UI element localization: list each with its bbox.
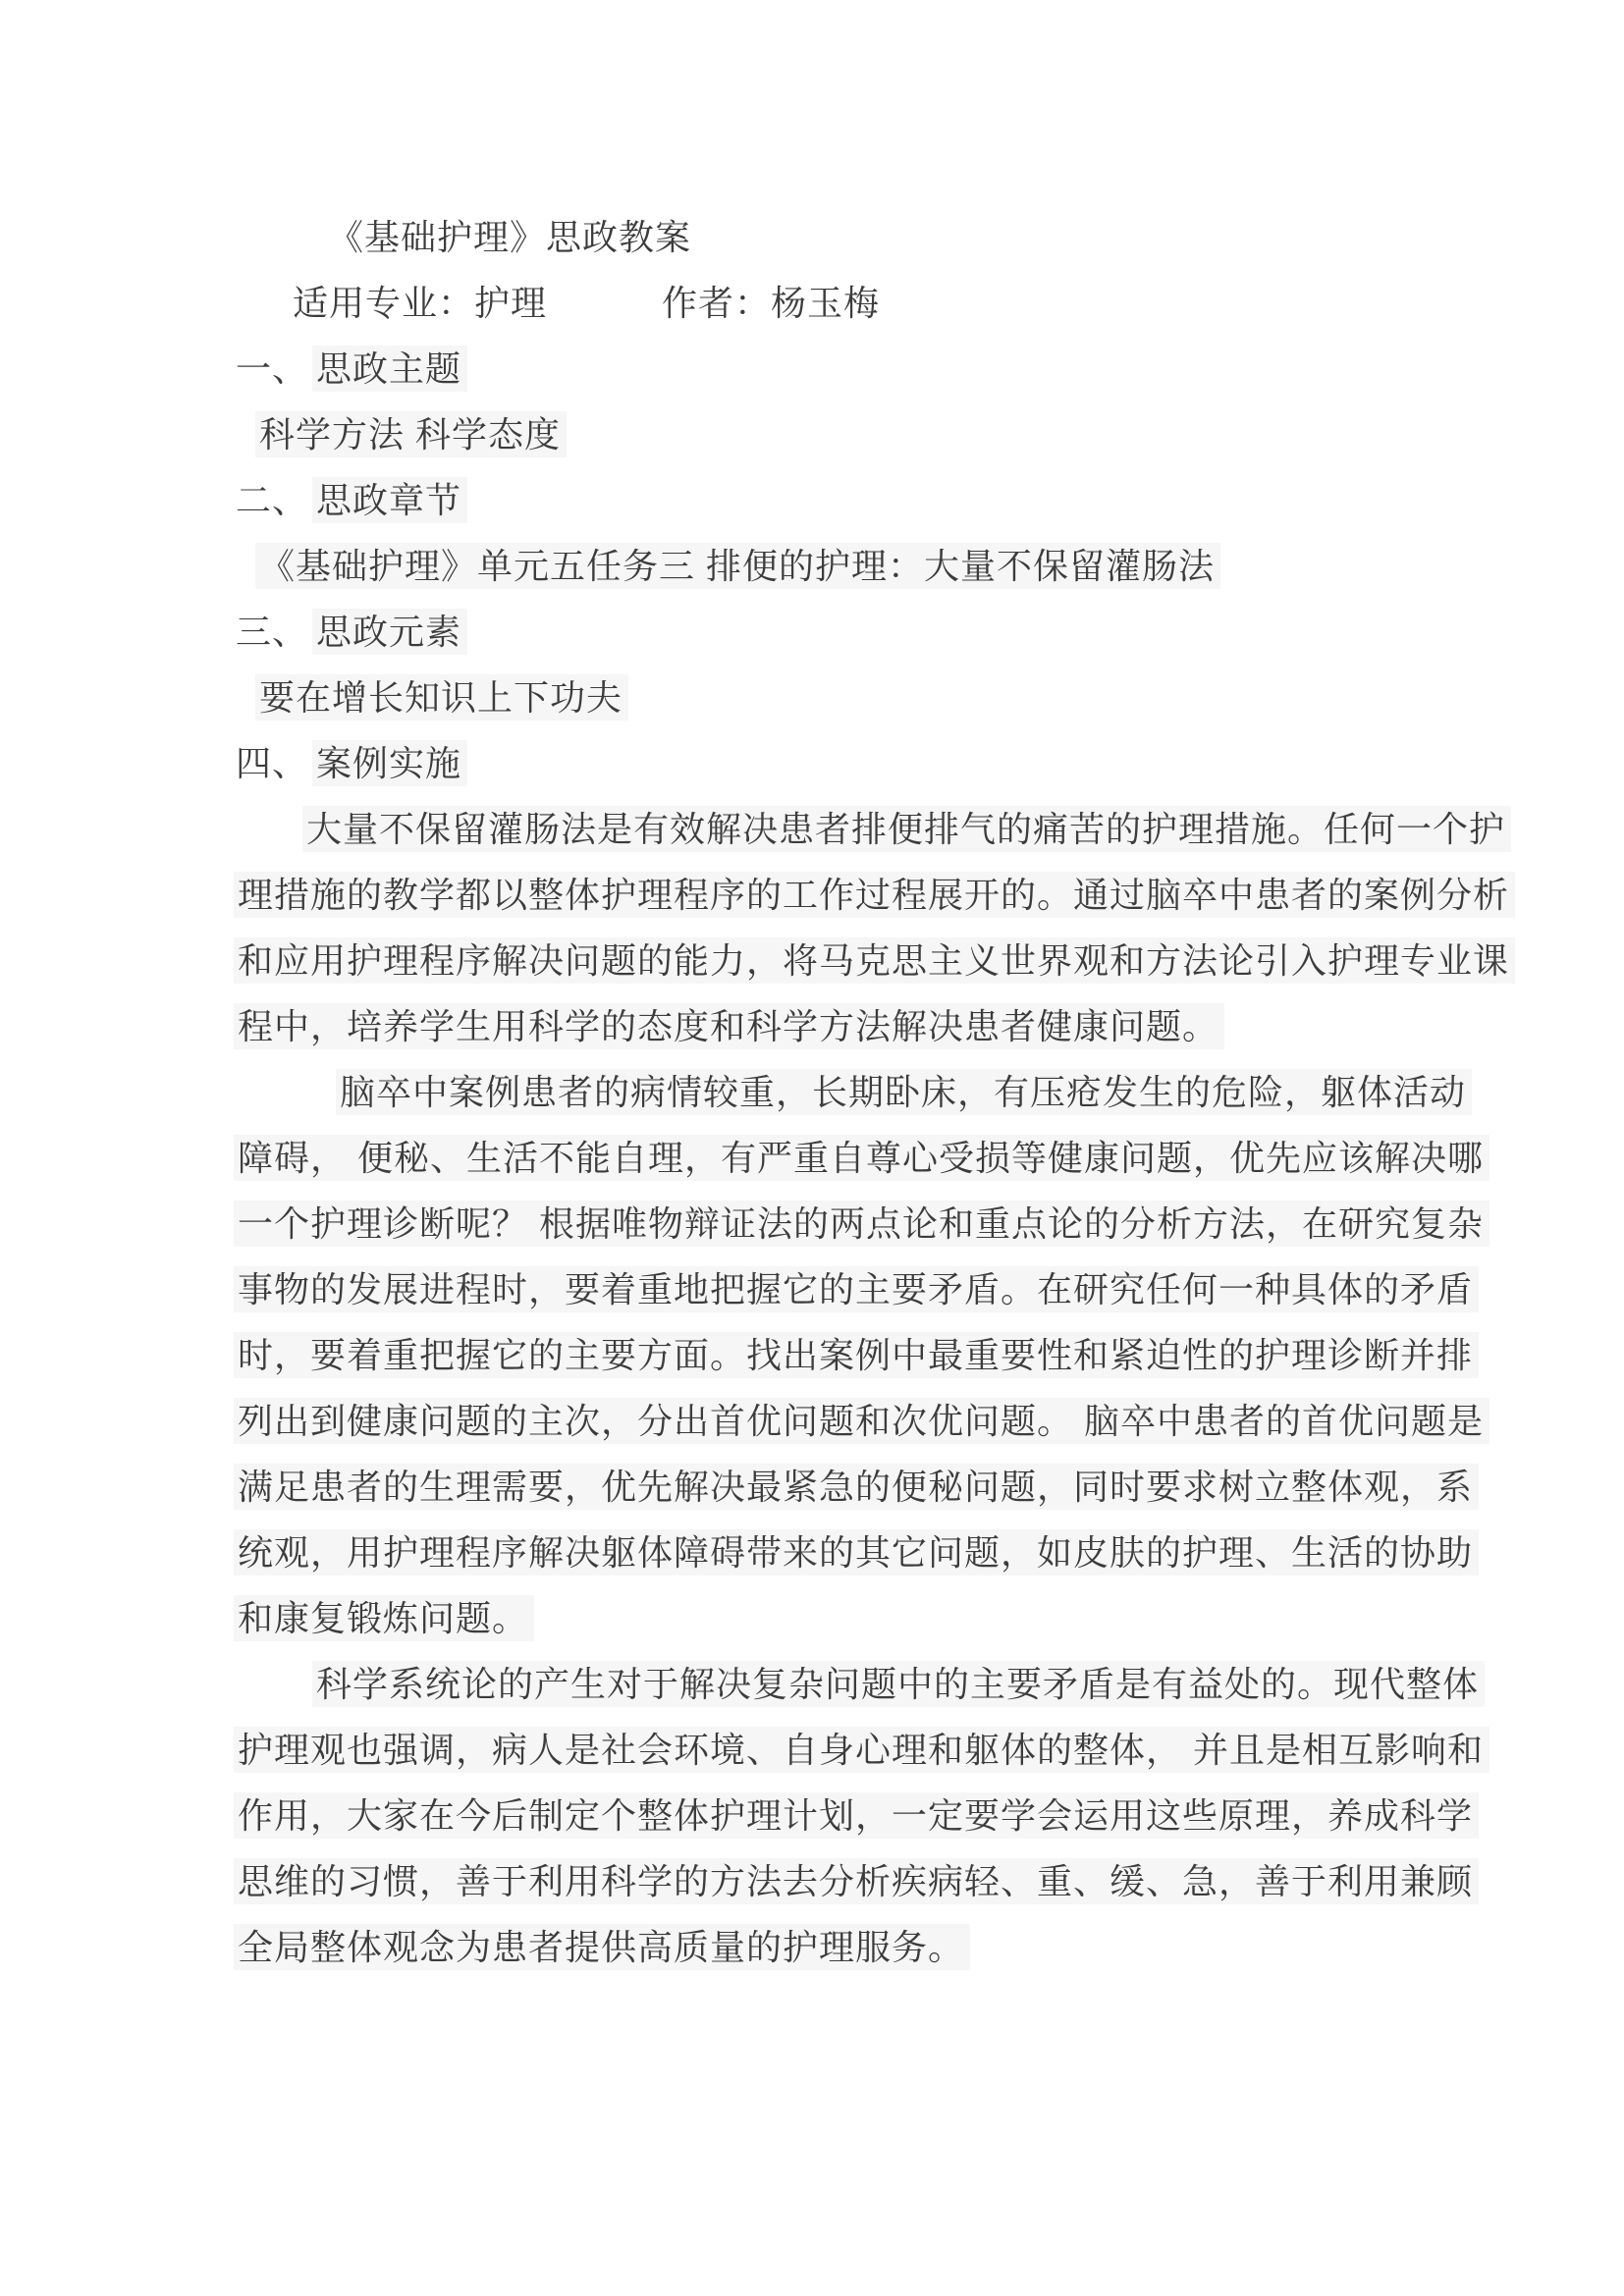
paragraph-line: 思维的习惯，善于利用科学的方法去分析疾病轻、重、缓、急，善于利用兼顾	[234, 1848, 1467, 1914]
author-label: 作者：杨玉梅	[662, 283, 881, 323]
paragraph-line: 脑卒中案例患者的病情较重，长期卧床，有压疮发生的危险，躯体活动	[234, 1059, 1467, 1125]
paragraph-line: 时，要着重把握它的主要方面。找出案例中最重要性和紧迫性的护理诊断并排	[234, 1322, 1467, 1388]
paragraph-line: 统观，用护理程序解决躯体障碍带来的其它问题，如皮肤的护理、生活的协助	[234, 1520, 1467, 1585]
section-heading-4	[234, 730, 1467, 796]
section-1-title: 思政主题	[312, 346, 467, 392]
section-4-number: 四、	[236, 743, 309, 783]
major-label: 适用专业：护理	[293, 283, 548, 323]
section-3-content: 要在增长知识上下功夫	[234, 665, 1467, 730]
paragraph-line: 一个护理诊断呢？ 根据唯物辩证法的两点论和重点论的分析方法，在研究复杂	[234, 1191, 1467, 1256]
byline	[234, 270, 1467, 336]
section-3-number: 三、	[236, 612, 309, 652]
paragraph-line: 满足患者的生理需要，优先解决最紧急的便秘问题，同时要求树立整体观，系	[234, 1454, 1467, 1520]
section-1-number: 一、	[236, 348, 309, 389]
paragraph-line: 科学系统论的产生对于解决复杂问题中的主要矛盾是有益处的。现代整体	[234, 1651, 1467, 1717]
section-1-content: 科学方法 科学态度	[234, 401, 1467, 467]
paragraph-line: 全局整体观念为患者提供高质量的护理服务。	[234, 1914, 1467, 1980]
page-title-text: 《基础护理》思政教案	[328, 217, 692, 257]
paragraph-line: 障碍， 便秘、生活不能自理，有严重自尊心受损等健康问题，优先应该解决哪	[234, 1125, 1467, 1191]
section-heading-2	[234, 467, 1467, 533]
paragraph-line: 和康复锻炼问题。	[234, 1585, 1467, 1651]
paragraph-line: 作用，大家在今后制定个整体护理计划，一定要学会运用这些原理，养成科学	[234, 1783, 1467, 1848]
paragraph-line: 大量不保留灌肠法是有效解决患者排便排气的痛苦的护理措施。任何一个护	[234, 796, 1467, 862]
paragraph-line: 理措施的教学都以整体护理程序的工作过程展开的。通过脑卒中患者的案例分析	[234, 862, 1467, 928]
paragraph-line: 列出到健康问题的主次，分出首优问题和次优问题。 脑卒中患者的首优问题是	[234, 1388, 1467, 1454]
section-heading-3	[234, 599, 1467, 665]
paragraph-line: 程中，培养学生用科学的态度和科学方法解决患者健康问题。	[234, 993, 1467, 1059]
section-4-title: 案例实施	[312, 740, 467, 786]
section-2-number: 二、	[236, 480, 309, 520]
section-2-title: 思政章节	[312, 477, 467, 523]
paragraph-line: 护理观也强调，病人是社会环境、自身心理和躯体的整体， 并且是相互影响和	[234, 1717, 1467, 1783]
section-2-content: 《基础护理》单元五任务三 排便的护理：大量不保留灌肠法	[234, 533, 1467, 599]
paragraph-line: 和应用护理程序解决问题的能力，将马克思主义世界观和方法论引入护理专业课	[234, 928, 1467, 993]
paragraph-line: 事物的发展进程时，要着重地把握它的主要矛盾。在研究任何一种具体的矛盾	[234, 1256, 1467, 1322]
page-title	[234, 204, 1467, 270]
section-heading-1	[234, 336, 1467, 401]
section-3-title: 思政元素	[312, 609, 467, 655]
